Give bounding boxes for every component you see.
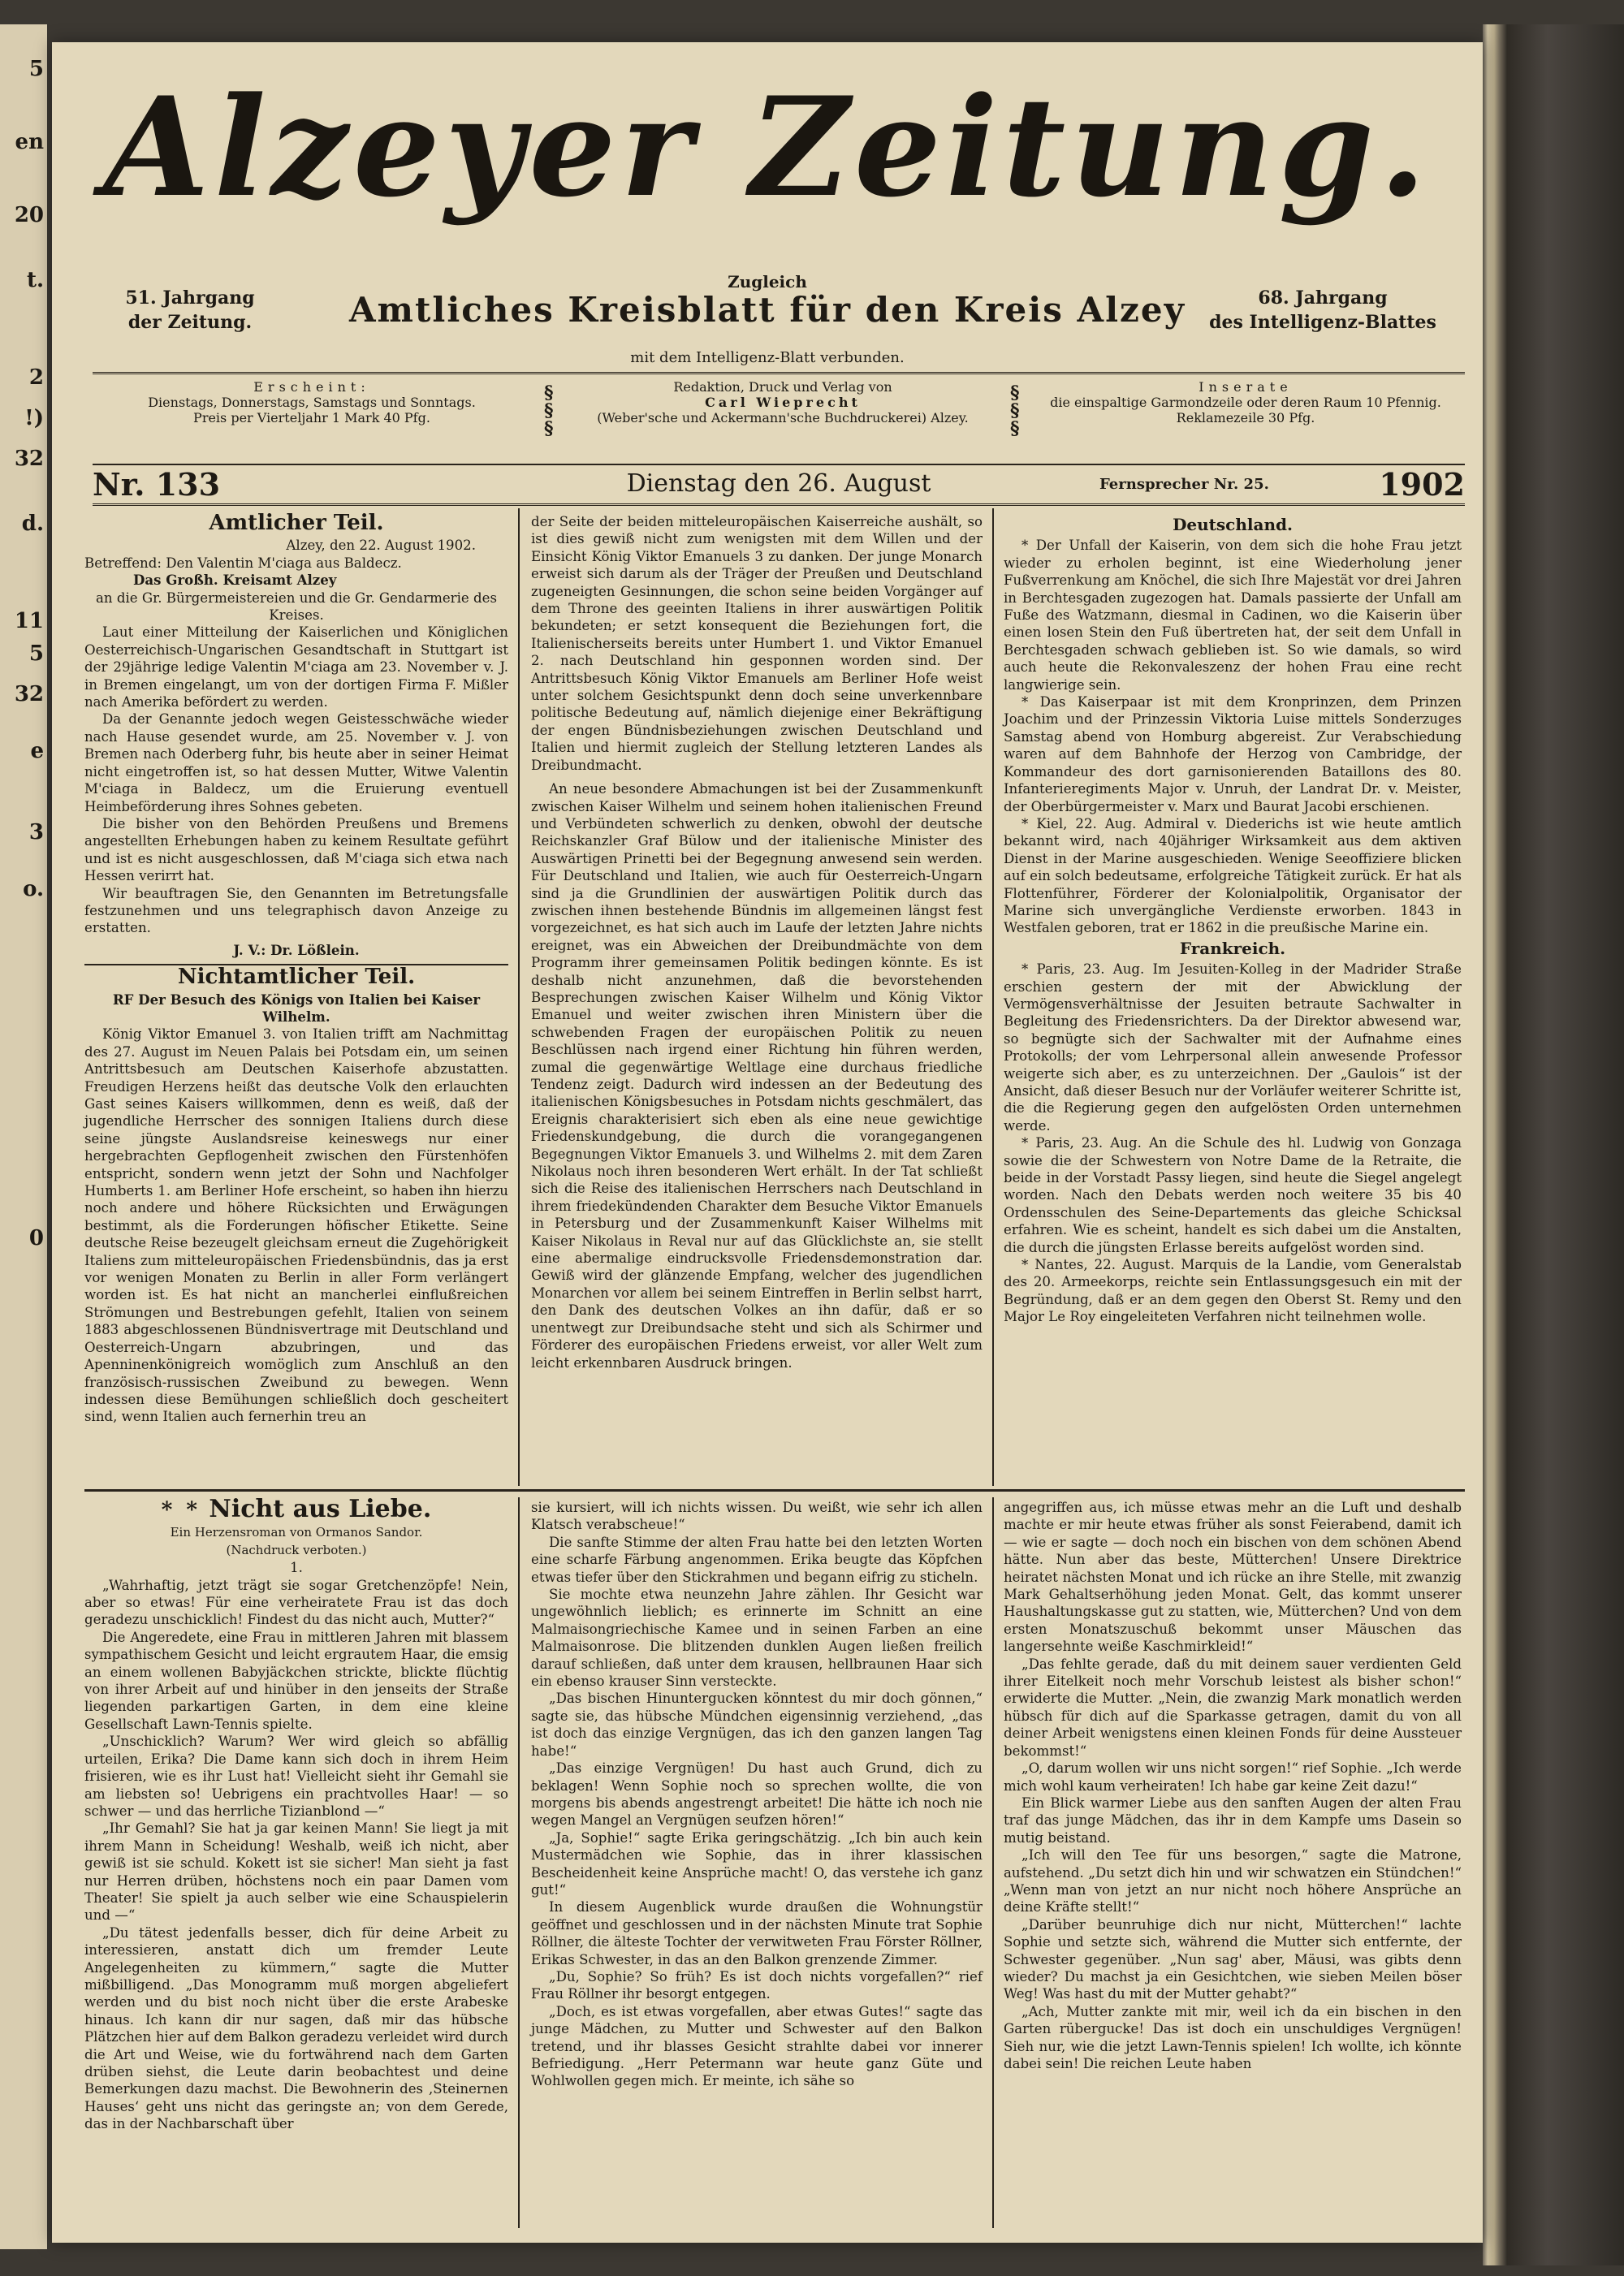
paragraph: In diesem Augenblick wurde draußen die Wohnungstür geöffnet und geschlossen und in der nächsten Minute trat Sophie Röllner, die älteste Tochter der verwitweten Frau Förster Röllner, Erikas Schwester, in das an den Balkon grenzende Zimmer.	[531, 1899, 983, 1967]
column-rule	[518, 508, 520, 1486]
paragraph: „Ich will den Tee für uns besorgen,“ sagte die Matrone, aufstehend. „Du setzt dich hin und wir schwatzen ein Stündchen!“ „Wenn man von jetzt an nur nicht noch höhere Ansprüche an deine Kräfte stellt!“	[1004, 1847, 1462, 1915]
ornament-separator: § § §	[544, 382, 554, 439]
paragraph: Wir beauftragen Sie, den Genannten im Betretungsfalle festzunehmen und uns telegraphisch davon Anzeige zu erstatten.	[84, 885, 508, 936]
signature: J. V.: Dr. Lößlein.	[233, 941, 360, 958]
feuilleton-rule	[84, 1489, 1465, 1492]
erscheint-heading: Erscheint:	[253, 379, 370, 395]
column-rule	[518, 1497, 520, 2228]
column-article-cont	[531, 513, 983, 1371]
ornament-separator: § § §	[1010, 382, 1020, 439]
section-heading-deutschland: Deutschland.	[1173, 515, 1293, 534]
inserate-line: die einspaltige Garmondzeile oder deren Raum 10 Pfennig.	[1050, 395, 1441, 410]
paragraph: „Unschicklich? Warum? Wer wird gleich so abfällig urteilen, Erika? Die Dame kann sich doch in ihrem Heim frisieren, wie es ihr Lust hat! Vielleicht sieht ihr Gemahl sie am liebsten so! Uebrigens ein prachtvolles Haar! — so schwer — und das herrliche Tizianblond —“	[84, 1734, 508, 1819]
paragraph: Die bisher von den Behörden Preußens und Bremens angestellten Erhebungen haben zu keinem Resultate geführt und ist es nicht ausgeschlossen, daß M'ciaga sich etwa nach Hessen verirrt hat.	[84, 815, 508, 884]
paragraph: der Seite der beiden mitteleuropäischen Kaiserreiche aushält, so ist dies gewiß nicht zum wenigsten mit dem Willen und der Einsicht König Viktor Emanuels 3 zu danken. Der junge Monarch erweist sich darum als der Träger der Preußen und Deutschland zugeneigten Gesinnungen, die schon seine beiden Vorgänger auf dem Throne des geeinten Italiens in ihrer auswärtigen Politik bekundeten; er setzt konsequent die Beziehungen fort, die Italienischerseits bereits unter Humbert 1. und Viktor Emanuel 2. nach Deutschland hin gesponnen worden sind. Der Antrittsbesuch König Viktor Emanuels am Berliner Hofe weist unter solchem Gesichtspunkt denn doch seine unverkennbare politische Bedeutung auf, nämlich diejenige einer Bekräftigung der engen Bündnisbeziehungen zwischen Deutschland und Italien und hiermit zugleich der Stellung letzteren Landes als Dreibundmacht.	[531, 514, 983, 773]
paragraph: „Das fehlte gerade, daß du mit deinem sauer verdienten Geld ihrer Eitelkeit noch mehr Vorschub leistest als bisher schon!“ erwiderte die Mutter. „Nein, die zwanzig Mark monatlich werden hübsch für dich auf die Sparkasse getragen, damit du von all deiner Arbeit wenigstens einen kleinen Fonds für deine Aussteuer bekommst!“	[1004, 1656, 1462, 1759]
news-item: * Paris, 23. Aug. Im Jesuiten-Kolleg in der Madrider Straße erschien gestern der mit der Abwicklung der Vermögensverhältnisse der Jesuiten betraute Sachwalter in Begleitung des Friedensrichters. Da der Direktor abwesend war, so begnügte sich der Sachwalter mit der Aufnahme eines Protokolls; der vom Lehrpersonal allein anwesende Professor weigerte sich aber, es zu unterzeichnen. Der „Gaulois“ ist der Ansicht, daß dieser Besuch nur der Vorläufer weiterer Schritte ist, die die Regierung gegen den aufgelösten Orden unternehmen werde.	[1004, 961, 1462, 1134]
paragraph: „Du tätest jedenfalls besser, dich für deine Arbeit zu interessieren, anstatt dich um fremder Leute Angelegenheiten zu kümmern,“ sagte die Mutter mißbilligend. „Das Monogramm muß morgen abgeliefert werden und du bist noch nicht über die erste Arabeske hinaus. Ich kann dir nur sagen, daß mir das hübsche Plätzchen hier auf dem Balkon geradezu verleidet wird durch die Art und Weise, wie du fortwährend nach dem Garten drüben siehst, die Leute darin beobachtest und deine Bemerkungen dazu machst. Die Bewohnerin des ‚Steinernen Hauses‘ geht uns nicht das geringste an; von dem Gerede, das in der Nachbarschaft über	[84, 1924, 508, 2132]
section-heading-nichtamtlich: Nichtamtlicher Teil.	[177, 965, 416, 990]
paragraph: „Ja, Sophie!“ sagte Erika geringschätzig. „Ich bin auch kein Mustermädchen wie Sophie, das in ihrer klassischen Bescheidenheit keine Ansprüche macht! O, das verstehe ich ganz gut!“	[531, 1829, 983, 1898]
paragraph: „Wahrhaftig, jetzt trägt sie sogar Gretchenzöpfe! Nein, aber so etwas! Für eine verheiratete Frau ist das doch geradezu unschicklich! Findest du das nicht auch, Mutter?“	[84, 1577, 508, 1628]
kreisamt: Das Großh. Kreisamt Alzey	[133, 572, 337, 589]
paragraph: Da der Genannte jedoch wegen Geistesschwäche wieder nach Hause gesendet wurde, am 25. November v. J. von Bremen nach Oderberg fuhr, bis heute aber in seiner Heimat nicht eingetroffen ist, so hat dessen Mutter, Witwe Valentin M'ciaga in Baldecz, um die Eruierung eventuell Heimbeförderung ihres Sohnes gebeten.	[84, 711, 508, 814]
feuilleton-col-2	[531, 1499, 983, 2090]
margin-fragment: 20	[14, 203, 44, 227]
margin-fragment: 2	[28, 365, 44, 390]
feuilleton-col-3	[1004, 1499, 1462, 2072]
telephone-number: Fernsprecher Nr. 25.	[1099, 476, 1269, 493]
margin-fragment: en	[15, 130, 44, 154]
novel-title-text: Nicht aus Liebe.	[209, 1495, 432, 1523]
reprint-note: (Nachdruck verboten.)	[226, 1542, 367, 1557]
paragraph: „Das bischen Hinuntergucken könntest du mir doch gönnen,“ sagte sie, das hübsche Mündchen eigensinnig verziehend, „das ist doch das einzige Vergnügen, das ich den ganzen langen Tag habe!“	[531, 1691, 983, 1759]
paragraph: angegriffen aus, ich müsse etwas mehr an die Luft und deshalb machte er mir heute etwas früher als sonst Feierabend, damit ich — wie er sagte — doch noch ein bischen von dem schönen Abend hätte. Nun aber das beste, Mütterchen! Unsere Direktrice heiratet nächsten Monat und ich rücke an ihre Stelle, mit zwanzig Mark Gehaltserhöhung jeden Monat. Gelt, das kommt unserer Haushaltungskasse gut zu statten, wie, Mütterchen? Und von dem ersten Monatszuschuß bekommt unser Mäuschen das langersehnte weiße Kaschmirkleid!“	[1004, 1500, 1462, 1655]
paragraph: „Ach, Mutter zankte mit mir, weil ich da ein bischen in den Garten rübergucke! Das ist doch ein unschuldiges Vergnügen! Sieh nur, wie die jetzt Lawn-Tennis spielen! Ich wollte, ich könnte dabei sein! Die reichen Leute haben	[1004, 2003, 1462, 2071]
info-bar	[93, 372, 1465, 465]
jahrgang-right-line: 68. Jahrgang	[1258, 287, 1388, 309]
margin-fragment: 32	[14, 447, 44, 471]
section-heading-amtlich: Amtlicher Teil.	[209, 511, 384, 535]
redaktion-line: Redaktion, Druck und Verlag von	[673, 379, 892, 395]
masthead-title: Alzeyer Zeitung.	[103, 67, 1432, 227]
margin-fragment: d.	[21, 512, 44, 536]
article-title: RF Der Besuch des Königs von Italien bei Kaiser Wilhelm.	[112, 991, 481, 1025]
date-bar	[93, 464, 1465, 506]
zugleich-label: Zugleich	[728, 272, 807, 292]
paragraph: Die sanfte Stimme der alten Frau hatte bei den letzten Worten eine scharfe Färbung angenommen. Erika beugte das Köpfchen etwas tiefer über den Stickrahmen und begann eifrig zu sticheln.	[531, 1534, 983, 1585]
paragraph: sie kursiert, will ich nichts wissen. Du weißt, wie sehr ich allen Klatsch verabscheue!“	[531, 1500, 983, 1533]
chapter-number: 1.	[290, 1560, 303, 1576]
intelligenz-note: mit dem Intelligenz-Blatt verbunden.	[630, 349, 905, 366]
erscheint-block	[93, 379, 531, 425]
masthead-subtitle: Amtliches Kreisblatt für den Kreis Alzey	[348, 290, 1186, 330]
paragraph: König Viktor Emanuel 3. von Italien trifft am Nachmittag des 27. August im Neuen Palais bei Potsdam ein, um seinen Antrittsbesuch am Deutschen Kaiserhofe abzustatten. Freudigen Herzens heißt das deutsche Volk den erlauchten Gast seines Kaisers willkommen, denn es weiß, daß der jugendliche Herrscher des sonnigen Italiens durch diese seine jüngste Auslandsreise keineswegs nur einer hergebrachten Gepflogenheit zwischen den Fürstenhöfen entspricht, sondern wenn jetzt der Sohn und Nachfolger Humberts 1. am Berliner Hofe erscheint, so haben ihn hierzu noch andere und höhere Rücksichten und Erwägungen bestimmt, als die Forderungen höfischer Etikette. Seine deutsche Reise bezeugelt gleichsam erneut die Zugehörigkeit Italiens zum mitteleuropäischen Friedensbündnis, das ja erst vor wenigen Monaten zu Berlin in aller Form verlängert worden ist. Es hat nicht an mancherlei einflußreichen Strömungen und Bestrebungen gefehlt, Italien von seinem 1883 abgeschlossenen Bündnisvertrage mit Deutschland und Oesterreich-Ungarn abzubringen, und das Apenninenkönigreich womöglich zum Anschluß an den französisch-russischen Zweibund zu bewegen. Wenn indessen diese Bemühungen schließlich doch gescheitert sind, wenn Italien auch fernerhin treu an	[84, 1026, 508, 1425]
column-rule	[992, 1497, 994, 2228]
news-item: * Nantes, 22. August. Marquis de la Landie, vom Generalstab des 20. Armeekorps, reichte sein Entlassungsgesuch ein mit der Begründung, daß er an dem gegen den Oberst St. Remy und den Major Le Roy eingeleiteten Verfahren nicht teilnehmen wolle.	[1004, 1257, 1462, 1325]
margin-fragment: 0	[28, 1226, 44, 1250]
redaktion-block	[564, 379, 1002, 425]
column-rule	[992, 508, 994, 1486]
jahrgang-left-line: der Zeitung.	[127, 312, 253, 333]
inserate-heading: Inserate	[1199, 379, 1293, 395]
erscheint-line: Preis per Vierteljahr 1 Mark 40 Pfg.	[193, 410, 430, 425]
paragraph: „Darüber beunruhige dich nur nicht, Mütterchen!“ lachte Sophie und setzte sich, während die Mutter sich entfernte, der Schwester gegenüber. „Nun sag' aber, Mäusi, was gibts denn wieder? Du machst ja ein Gesichtchen, wie sieben Meilen böser Weg! Was hast du mit der Mutter gehabt?“	[1004, 1916, 1462, 2002]
paragraph: „Doch, es ist etwas vorgefallen, aber etwas Gutes!“ sagte das junge Mädchen, zu Mutter und Schwester auf den Balkon tretend, und ihr blasses Gesicht strahlte dabei vor innerer Befriedigung. „Herr Petermann war heute ganz Güte und Wohlwollen gegen mich. Er meinte, ich sähe so	[531, 2003, 983, 2089]
margin-fragment: 5	[28, 641, 44, 666]
news-item: * Das Kaiserpaar ist mit dem Kronprinzen, dem Prinzen Joachim und der Prinzessin Viktoria Luise mittels Sonderzuges Samstag abend von Homburg abgereist. Zur Verabschiedung waren auf dem Bahnhofe der Herzog von Cambridge, der Kommandeur des dort garnisonierenden Bataillons des 80. Infanterieregiments Major v. Unruh, der Landrat Dr. v. Meister, der Oberbürgermeister v. Marx und Baurat Jacobi erschienen.	[1004, 694, 1462, 814]
newspaper-page	[52, 42, 1483, 2243]
feuilleton-col-1	[84, 1495, 508, 2133]
novel-subtitle: Ein Herzensroman von Ormanos Sandor.	[170, 1525, 423, 1540]
margin-fragment: !)	[24, 406, 44, 430]
paragraph: „Das einzige Vergnügen! Du hast auch Grund, dich zu beklagen! Wenn Sophie noch so sprechen wollte, die von morgens bis abends angestrengt arbeitet! Die hätte ich noch nie wegen Mangel an Vergnügen seufzen hören!“	[531, 1760, 983, 1829]
margin-fragment: o.	[23, 877, 44, 901]
place-date: Alzey, den 22. August 1902.	[286, 538, 476, 554]
paragraph: Die Angeredete, eine Frau in mittleren Jahren mit blassem sympathischem Gesicht und leicht ergrautem Haar, die emsig an einem wollenen Babyjäckchen strickte, blickte flüchtig von ihrer Arbeit auf und hinüber in den jenseits der Straße liegenden parkartigen Garten, in dem eine kleine Gesellschaft Lawn-Tennis spielte.	[84, 1629, 508, 1732]
addressee: an die Gr. Bürgermeistereien und die Gr. Gendarmerie des Kreises.	[96, 590, 497, 624]
margin-fragment: 3	[28, 820, 44, 844]
margin-fragment: 5	[28, 57, 44, 81]
asterisk-ornament: * *	[161, 1498, 201, 1522]
paragraph: Laut einer Mitteilung der Kaiserlichen und Königlichen Oesterreichisch-Ungarischen Gesandtschaft in Stuttgart ist der 29jährige ledige Valentin M'ciaga am 23. November v. J. in Bremen eingelangt, um von der dortigen Firma F. Mißler nach Amerika befördert zu werden.	[84, 624, 508, 710]
issue-date: Dienstag den 26. August	[626, 469, 931, 498]
inserate-block	[1026, 379, 1465, 425]
publisher-name: Carl Wieprecht	[705, 395, 861, 410]
adjacent-page-strip	[0, 24, 47, 2249]
paragraph: Sie mochte etwa neunzehn Jahre zählen. Ihr Gesicht war ungewöhnlich lieblich; es erinnerte im Schnitt an eine Malmaisongriechische Kamee und in seinen Farben an eine Malmaisonrose. Die blitzenden dunklen Augen ließen freilich darauf schließen, daß unter dem krausen, hellbraunen Haar sich ein ebenso krauser Sinn versteckte.	[531, 1587, 983, 1690]
betreffend: Betreffend: Den Valentin M'ciaga aus Baldecz.	[84, 555, 402, 571]
paragraph: „Du, Sophie? So früh? Es ist doch nichts vorgefallen?“ rief Frau Röllner ihr besorgt entgegen.	[531, 1968, 983, 2002]
jahrgang-left-line: 51. Jahrgang	[125, 287, 255, 309]
news-item: * Paris, 23. Aug. An die Schule des hl. Ludwig von Gonzaga sowie die der Schwestern von Notre Dame de la Retraite, die beide in der Vorstadt Passy liegen, sind heute die Siegel angelegt worden. Nach den Debats werden noch weitere 35 bis 40 Ordensschulen des Seine-Departements das gleiche Schicksal erfahren. Wie es scheint, handelt es sich dabei um die Anstalten, die durch die jüngsten Erlasse bereits aufgelöst worden sind.	[1004, 1135, 1462, 1255]
paragraph: Ein Blick warmer Liebe aus den sanften Augen der alten Frau traf das junge Mädchen, das ihr in dem Kampfe ums Dasein so mutig beistand.	[1004, 1794, 1462, 1846]
section-heading-frankreich: Frankreich.	[1179, 938, 1286, 958]
column-news	[1004, 513, 1462, 1326]
paragraph: An neue besondere Abmachungen ist bei der Zusammenkunft zwischen Kaiser Wilhelm und seinem hohen italienischen Freund und Verbündeten schwerlich zu denken, obwohl der deutsche Reichskanzler Graf Bülow und der italienische Minister des Auswärtigen Prinetti bei der Begegnung anwesend sein werden. Für Deutschland und Italien, wie auch für Oesterreich-Ungarn sind ja die Grundlinien der auswärtigen Politik durch das zwischen ihnen bestehende Bündnis im allgemeinen längst fest vorgezeichnet, es hat sich auch im Laufe der letzten Jahre nichts ereignet, was ein Abweichen der Dreibundmächte von dem Programm ihrer gemeinsamen Politik bedingen könnte. Es ist deshalb nicht anzunehmen, daß die bevorstehenden Besprechungen zwischen Kaiser Wilhelm und König Viktor Emanuel und weiter zwischen ihren Ministern über die schwebenden Fragen der europäischen Politik zu neuen Beschlüssen nach irgend einer Richtung hin führen werden, zumal die gegenwärtige Weltlage eine durchaus friedliche Tendenz zeigt. Dadurch wird indessen an der Bedeutung des italienischen Königsbesuches in Potsdam nichts geschmälert, das Ereignis charakterisiert sich eben als eine neue gewichtige Friedenskundgebung, die durch die vorangegangenen Begegnungen Viktor Emanuels 3. und Wilhelms 2. mit dem Zaren Nikolaus noch ihren besonderen Wert erhält. In der Tat schließt sich die Reise des italienischen Herrschers nach Deutschland in ihrem friedekündenden Charakter dem Besuche Viktor Emanuels in Petersburg und der Zusammenkunft Kaiser Wilhelms mit Kaiser Nikolaus in Reval nur auf das Glücklichste an, sie stellt eine abermalige eindrucksvolle Friedensdemonstration dar. Gewiß wird der glänzende Empfang, welcher des jugendlichen Monarchen vor allem bei seinem Eintreffen in Berlin selbst harrt, den Dank des deutschen Volkes an ihn dafür, daß er so unentwegt zur Dreibundsache steht und sich als Schirmer und Förderer des europäischen Friedens erweist, vor aller Welt zum leicht erkennbaren Ausdruck bringen.	[531, 781, 983, 1371]
jahrgang-right	[1189, 286, 1457, 335]
book-spine	[1483, 24, 1624, 2265]
issue-number: Nr. 133	[93, 466, 221, 503]
inserate-line: Reklamezeile 30 Pfg.	[1176, 410, 1315, 425]
column-amtlich	[84, 513, 508, 1426]
jahrgang-right-line: des Intelligenz-Blattes	[1209, 312, 1436, 333]
news-item: * Kiel, 22. Aug. Admiral v. Diederichs ist wie heute amtlich bekannt wird, nach 40jähriger Wirksamkeit aus dem aktiven Dienst in der Marine ausgeschieden. Wenige Seeoffiziere blicken auf ein solch bedeutsame, erfolgreiche Tätigkeit zurück. Er hat als Flottenführer, Förderer der Kolonialpolitik, Organisator der Marine sich unvergängliche Verdienste erworben. 1843 in Westfalen geboren, trat er 1862 in die preußische Marine ein.	[1004, 815, 1462, 936]
paragraph: „Ihr Gemahl? Sie hat ja gar keinen Mann! Sie liegt ja mit ihrem Mann in Scheidung! Weshalb, weiß ich nicht, aber gewiß ist sie schuld. Kokett ist sie sicher! Man sieht ja fast nur Herren drüben, höchstens noch ein paar Damen vom Theater! Sie spielt ja auch selber wie eine Schauspielerin und —“	[84, 1820, 508, 1924]
redaktion-line: (Weber'sche und Ackermann'sche Buchdruckerei) Alzey.	[597, 410, 969, 425]
issue-year: 1902	[1379, 466, 1465, 503]
novel-title	[84, 1495, 508, 1523]
margin-fragment: 32	[14, 682, 44, 706]
erscheint-line: Dienstags, Donnerstags, Samstags und Sonntags.	[148, 395, 476, 410]
margin-fragment: 11	[14, 609, 44, 633]
news-item: * Der Unfall der Kaiserin, von dem sich die hohe Frau jetzt wieder zu erholen beginnt, ist eine Wiederholung jener Fußverrenkung am Knöchel, die sich Ihre Majestät vor drei Jahren in Berchtesgaden zugezogen hat. Damals passierte der Unfall am Fuße des Watzmann, diesmal in Cadinen, wo die Kaiserin über einen losen Stein den Fuß übertreten hat, der seit dem Unfall in Berchtesgaden schwach geblieben ist. So wie damals, so wird auch heute die Rekonvaleszenz der hohen Frau eine recht langwierige sein.	[1004, 538, 1462, 693]
margin-fragment: t.	[26, 268, 44, 292]
paragraph: „O, darum wollen wir uns nicht sorgen!“ rief Sophie. „Ich werde mich wohl kaum verheiraten! Ich habe gar keine Zeit dazu!“	[1004, 1760, 1462, 1794]
margin-fragment: e	[30, 739, 44, 763]
